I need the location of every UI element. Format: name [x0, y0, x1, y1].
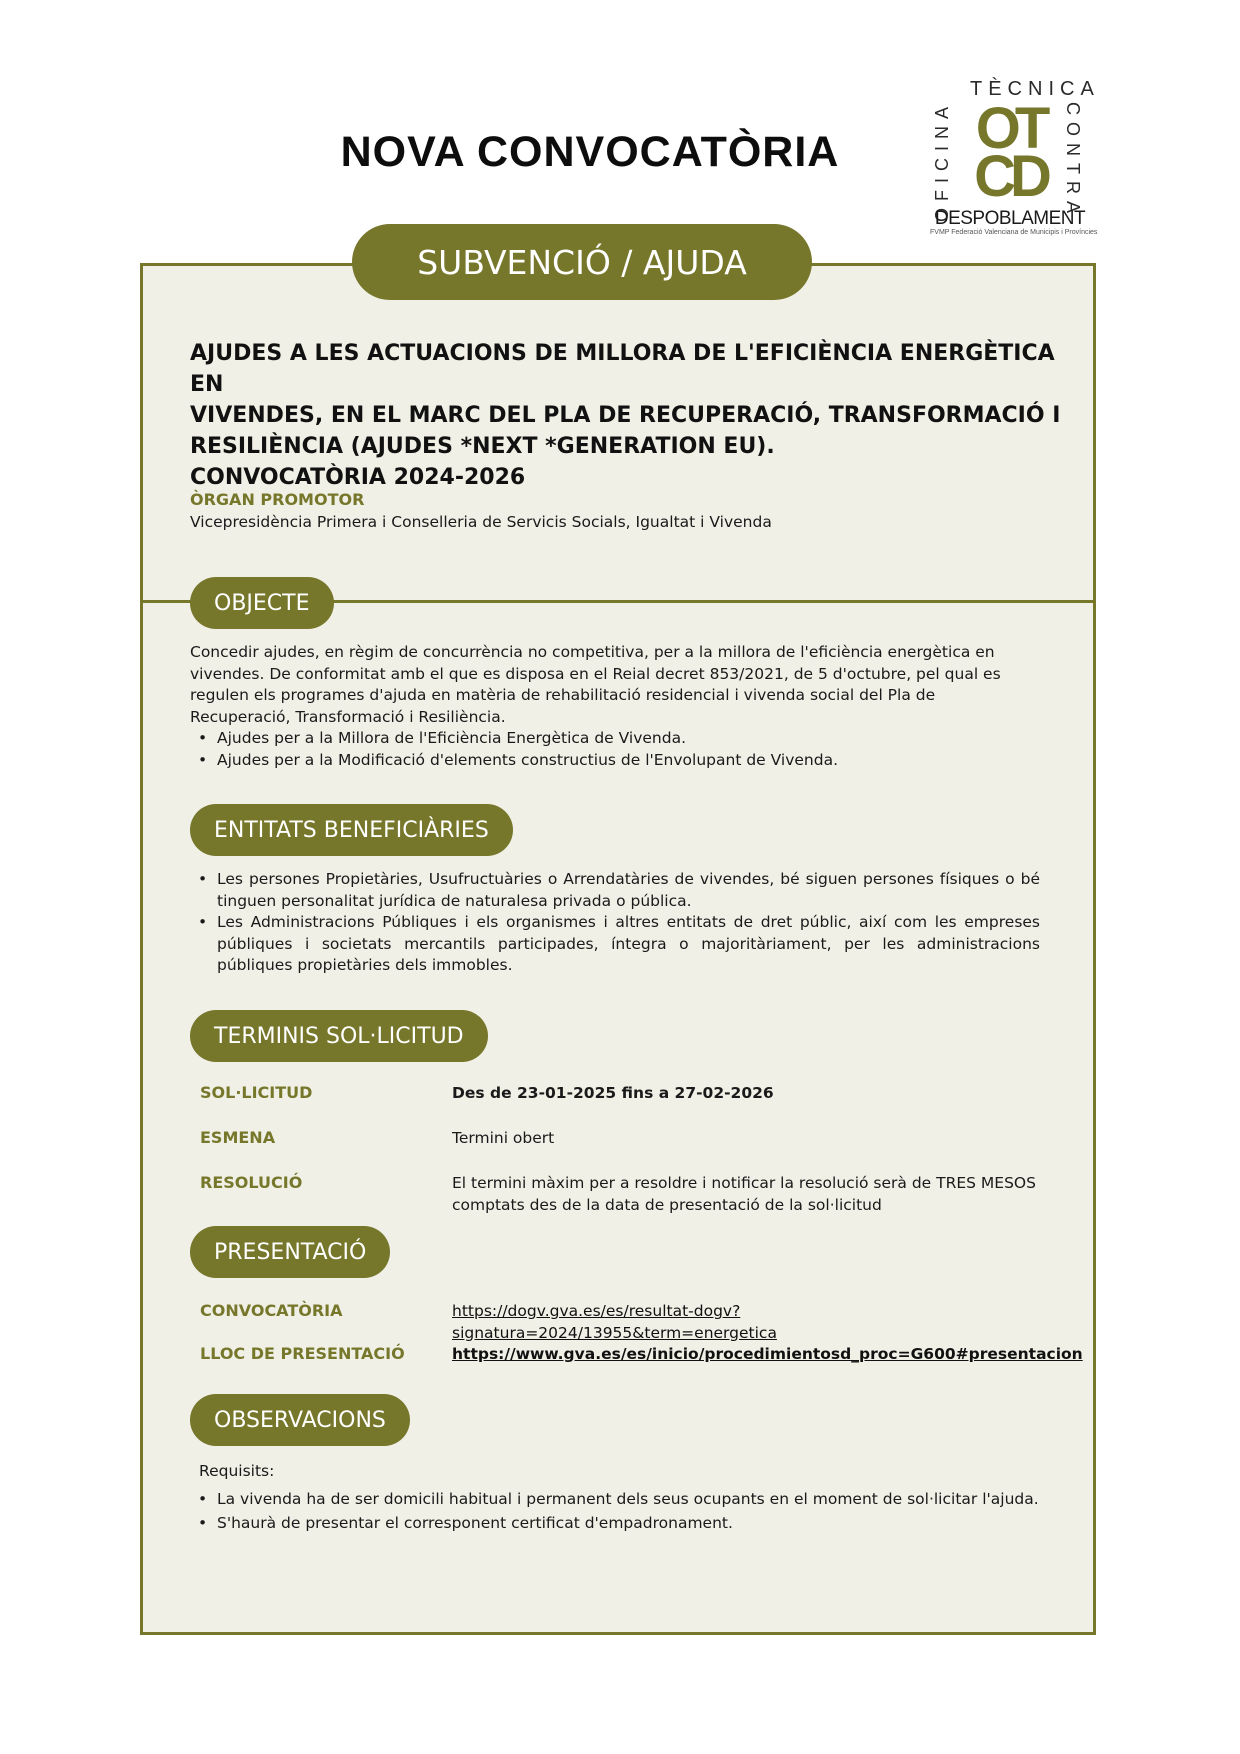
amendment-label: ESMENA [200, 1128, 276, 1147]
list-item: • Ajudes per a la Modificació d'elements constructius de l'Envolupant de Vivenda. [198, 750, 838, 769]
promoter-label: ÒRGAN PROMOTOR [190, 490, 365, 509]
list-item: • S'haurà de presentar el corresponent certificat d'empadronament. [198, 1513, 733, 1532]
grant-title-line: RESILIÈNCIA (AJUDES *NEXT *GENERATION EU). [190, 434, 775, 459]
list-item: • Les persones Propietàries, Usufructuàries o Arrendatàries de vivendes, bé siguen persones físiques o bé tinguen personalitat jurídica de naturalesa privada o pública. [198, 870, 1040, 910]
promoter-value: Vicepresidència Primera i Conselleria de Servicis Socials, Igualtat i Vivenda [190, 513, 772, 531]
resolution-label: RESOLUCIÓ [200, 1173, 303, 1192]
amendment-value: Termini obert [452, 1129, 555, 1147]
resolution-value: El termini màxim per a resoldre i notificar la resolució serà de TRES MESOS comptats des de la data de presentació de la sol·licitud [452, 1174, 1036, 1214]
logo-left-text: OFICINA [932, 100, 952, 223]
category-badge: SUBVENCIÓ / AJUDA [352, 224, 812, 300]
logo-fvmp-text: FVMP Federació Valenciana de Municipis i Províncies [930, 229, 1098, 236]
logo-right-text: CONTRA [1063, 102, 1083, 220]
grant-title-line: AJUDES A LES ACTUACIONS DE MILLORA DE L'EFICIÈNCIA ENERGÈTICA EN [190, 341, 1055, 397]
grant-title [190, 338, 1070, 493]
submission-link-label: LLOC DE PRESENTACIÓ [200, 1344, 405, 1363]
logo-top-text: TÈCNICA [970, 78, 1100, 100]
list-item: • La vivenda ha de ser domicili habitual i permanent dels seus ocupants en el moment de sol·licitar l'ajuda. [198, 1489, 1039, 1508]
objecte-paragraph: Concedir ajudes, en règim de concurrència no competitiva, per a la millora de l'eficiència energètica en vivendes. De conformitat amb el que es disposa en el Reial decret 853/2021, de 5 d'octubre, pel qual es regulen els programes d'ajuda en matèria de rehabilitació residencial i vivenda social del Pla de Recuperació, Transformació i Resiliència. [190, 643, 1001, 726]
beneficiaries-section [190, 869, 1040, 977]
observations-intro: Requisits: [199, 1462, 275, 1480]
section-heading-observacions: OBSERVACIONS [190, 1394, 410, 1446]
otcd-logo [930, 78, 1100, 240]
call-link-label: CONVOCATÒRIA [200, 1301, 343, 1320]
list-item: • Les Administracions Públiques i els organismes i altres entitats de dret públic, així com les empreses públiques i societats mercantils participades, íntegra o majoritàriament, per les administracions públiques propietàries dels immobles. [198, 913, 1040, 974]
list-item: • Ajudes per a la Millora de l'Eficiència Energètica de Vivenda. [198, 729, 687, 747]
section-heading-presentacio: PRESENTACIÓ [190, 1226, 390, 1278]
section-heading-objecte: OBJECTE [190, 577, 334, 629]
call-link[interactable]: https://dogv.gva.es/es/resultat-dogv?signatura=2024/13955&term=energetica [452, 1302, 777, 1342]
page-title: NOVA CONVOCATÒRIA [340, 128, 840, 176]
grant-title-line: CONVOCATÒRIA 2024-2026 [190, 465, 526, 490]
objecte-section [190, 642, 1040, 771]
logo-bottom-text: DESPOBLAMENT [934, 208, 1086, 229]
logo-mark-bottom: CD [974, 144, 1046, 209]
section-heading-beneficiaries: ENTITATS BENEFICIÀRIES [190, 804, 513, 856]
logo-mark-top: OT [975, 96, 1045, 161]
grant-title-line: VIVENDES, EN EL MARC DEL PLA DE RECUPERACIÓ, TRANSFORMACIÓ I [190, 403, 1061, 428]
section-heading-terminis: TERMINIS SOL·LICITUD [190, 1010, 488, 1062]
observations-section [199, 1461, 1049, 1535]
deadline-value: Des de 23-01-2025 fins a 27-02-2026 [452, 1084, 774, 1102]
deadline-label: SOL·LICITUD [200, 1083, 313, 1102]
submission-link[interactable]: https://www.gva.es/es/inicio/procedimientosd_proc=G600#presentacion [452, 1345, 1083, 1363]
